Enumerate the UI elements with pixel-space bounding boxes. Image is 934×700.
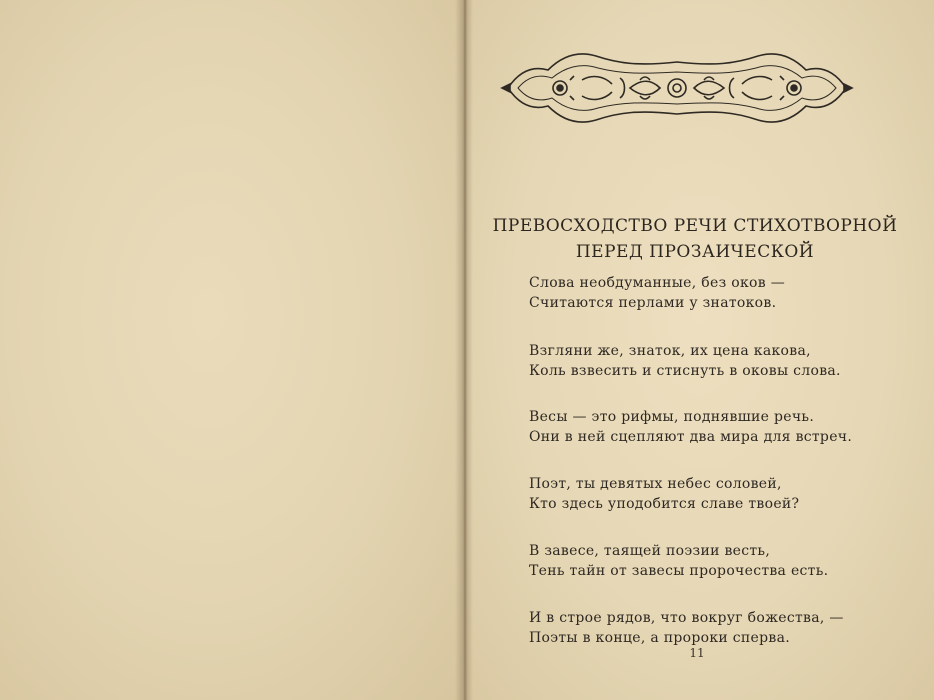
stanza (529, 474, 889, 514)
poem-title-line-1: ПРЕВОСХОДСТВО РЕЧИ СТИХОТВОРНОЙ (492, 216, 898, 236)
book-gutter (455, 0, 473, 700)
page-number: 11 (689, 646, 705, 660)
verse-line: И в строе рядов, что вокруг божества, — (529, 610, 844, 626)
poem-title-line-2: ПЕРЕД ПРОЗАИЧЕСКОЙ (575, 242, 815, 262)
stanza (529, 273, 889, 313)
verse-line: Тень тайн от завесы пророчества есть. (529, 563, 829, 579)
verse-line: Слова необдуманные, без оков — (529, 275, 786, 291)
stanza (529, 608, 889, 648)
verse-line: Они в ней сцепляют два мира для встреч. (529, 429, 853, 445)
verse-line: Кто здесь уподобится славе твоей? (529, 496, 800, 512)
left-page-blank (0, 0, 462, 700)
verse-line: Весы — это рифмы, поднявшие речь. (529, 409, 815, 425)
verse-line: Коль взвесить и стиснуть в оковы слова. (529, 363, 841, 379)
ornamental-headpiece-icon (500, 40, 854, 136)
verse-line: Поэты в конце, а пророки сперва. (529, 630, 790, 646)
stanza (529, 541, 889, 581)
verse-line: Поэт, ты девятых небес соловей, (529, 476, 782, 492)
stanza (529, 341, 889, 381)
stanza (529, 407, 889, 447)
verse-line: В завесе, таящей поэзии весть, (529, 543, 771, 559)
verse-line: Считаются перлами у знатоков. (529, 295, 777, 311)
verse-line: Взгляни же, знаток, их цена какова, (529, 343, 811, 359)
